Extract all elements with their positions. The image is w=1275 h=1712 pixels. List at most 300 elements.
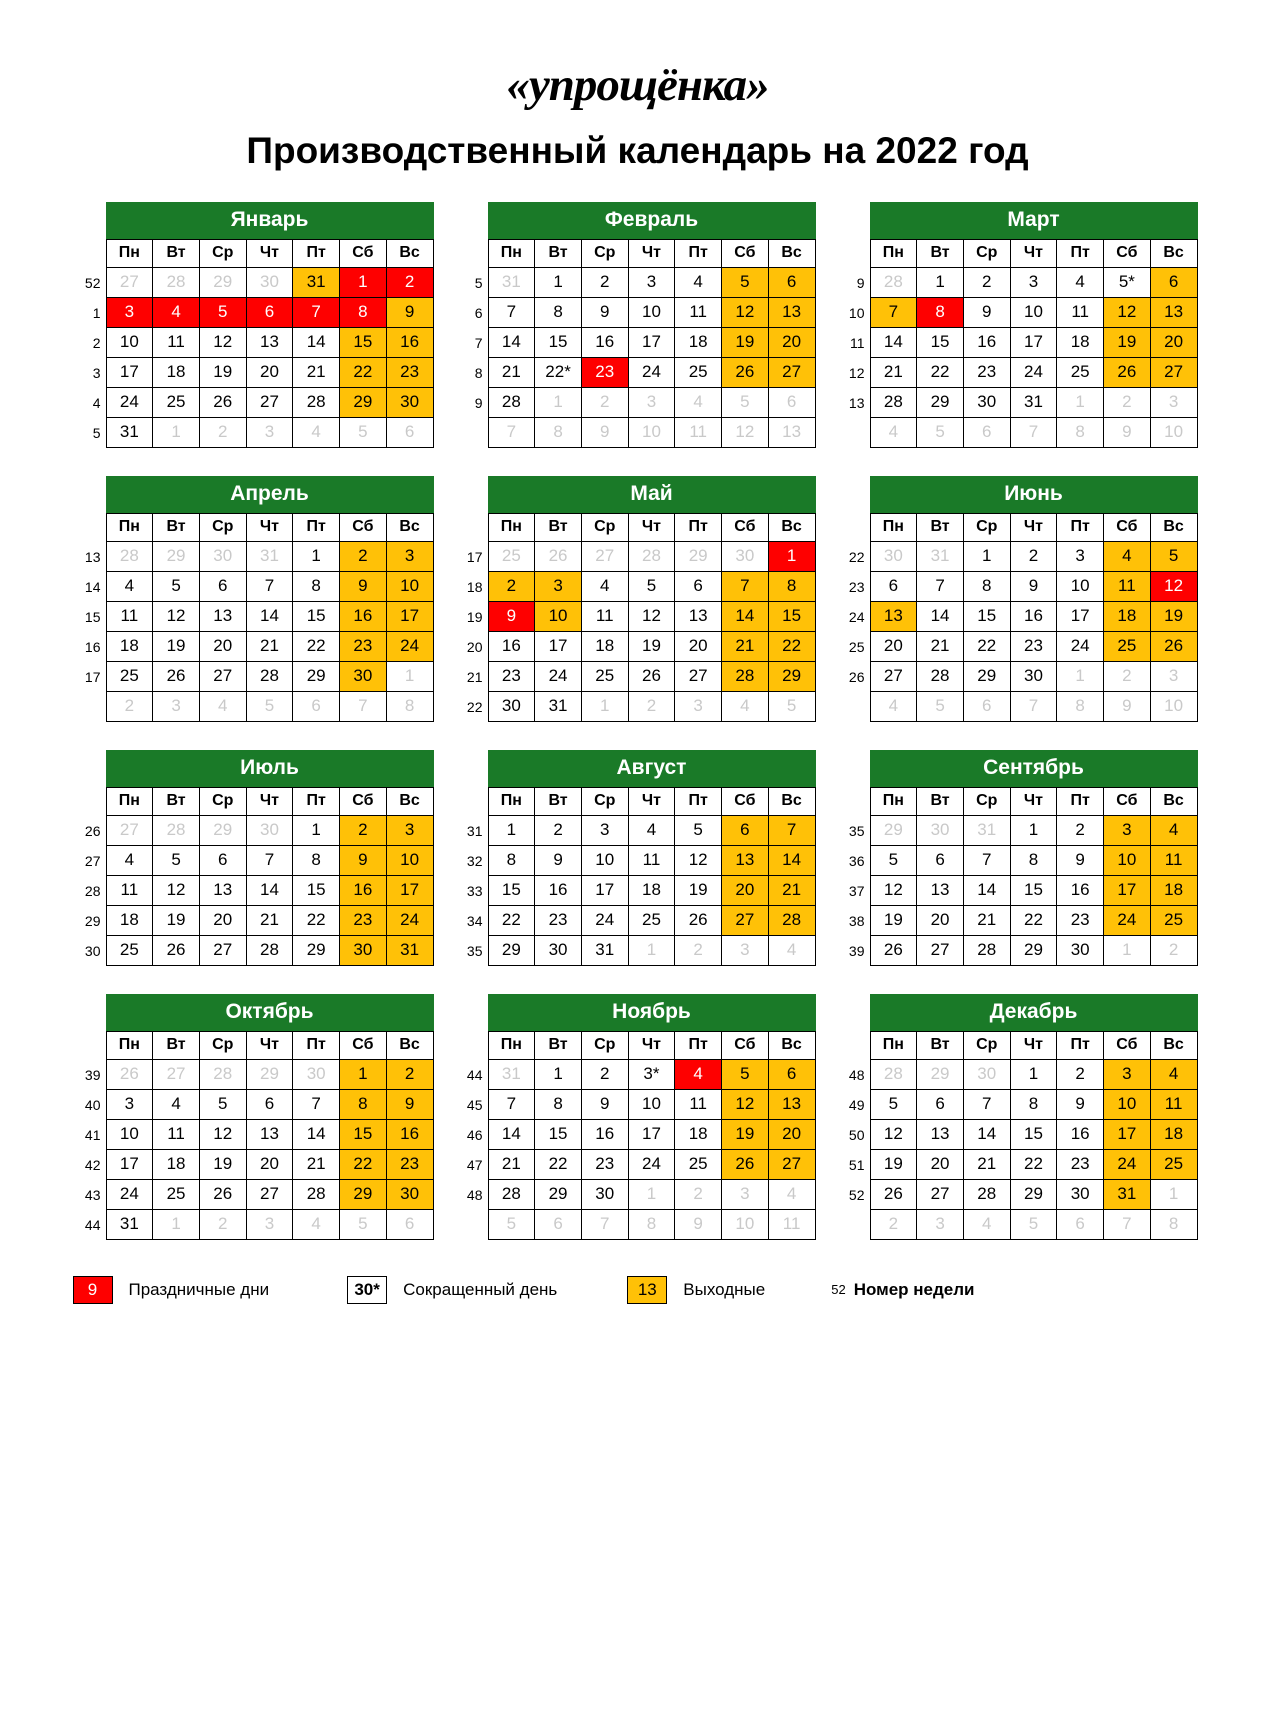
day-cell[interactable]: 4 bbox=[675, 267, 722, 297]
day-cell[interactable]: 4 bbox=[199, 691, 246, 721]
day-cell[interactable]: 30 bbox=[386, 1179, 433, 1209]
day-cell[interactable]: 28 bbox=[106, 541, 153, 571]
day-cell[interactable]: 6 bbox=[675, 571, 722, 601]
day-cell[interactable]: 5 bbox=[675, 815, 722, 845]
day-cell[interactable]: 28 bbox=[153, 815, 200, 845]
day-cell[interactable]: 27 bbox=[106, 267, 153, 297]
day-cell[interactable]: 19 bbox=[870, 1149, 917, 1179]
day-cell[interactable]: 10 bbox=[386, 845, 433, 875]
day-cell[interactable]: 22 bbox=[768, 631, 815, 661]
day-cell[interactable]: 14 bbox=[293, 327, 340, 357]
day-cell[interactable]: 1 bbox=[1104, 935, 1151, 965]
day-cell[interactable]: 24 bbox=[106, 1179, 153, 1209]
day-cell[interactable]: 9 bbox=[340, 571, 387, 601]
day-cell[interactable]: 2 bbox=[963, 267, 1010, 297]
day-cell[interactable]: 9 bbox=[581, 297, 628, 327]
day-cell[interactable]: 29 bbox=[675, 541, 722, 571]
day-cell[interactable]: 20 bbox=[870, 631, 917, 661]
day-cell[interactable]: 23 bbox=[340, 631, 387, 661]
day-cell[interactable]: 11 bbox=[1104, 571, 1151, 601]
day-cell[interactable]: 12 bbox=[722, 297, 769, 327]
day-cell[interactable]: 20 bbox=[199, 631, 246, 661]
day-cell[interactable]: 2 bbox=[1057, 815, 1104, 845]
day-cell[interactable]: 2 bbox=[1150, 935, 1197, 965]
day-cell[interactable]: 3 bbox=[1057, 541, 1104, 571]
day-cell[interactable]: 6 bbox=[768, 1059, 815, 1089]
day-cell[interactable]: 22* bbox=[535, 357, 582, 387]
day-cell[interactable]: 12 bbox=[199, 327, 246, 357]
day-cell[interactable]: 24 bbox=[628, 357, 675, 387]
day-cell[interactable]: 2 bbox=[488, 571, 535, 601]
day-cell[interactable]: 30 bbox=[722, 541, 769, 571]
day-cell[interactable]: 3 bbox=[386, 541, 433, 571]
day-cell[interactable]: 17 bbox=[628, 1119, 675, 1149]
day-cell[interactable]: 21 bbox=[917, 631, 964, 661]
day-cell[interactable]: 2 bbox=[870, 1209, 917, 1239]
day-cell[interactable]: 27 bbox=[722, 905, 769, 935]
day-cell[interactable]: 31 bbox=[246, 541, 293, 571]
day-cell[interactable]: 20 bbox=[246, 1149, 293, 1179]
day-cell[interactable]: 3 bbox=[1150, 661, 1197, 691]
day-cell[interactable]: 2 bbox=[675, 935, 722, 965]
day-cell[interactable]: 6 bbox=[293, 691, 340, 721]
day-cell[interactable]: 6 bbox=[917, 1089, 964, 1119]
day-cell[interactable]: 7 bbox=[722, 571, 769, 601]
day-cell[interactable]: 9 bbox=[963, 297, 1010, 327]
day-cell[interactable]: 13 bbox=[768, 417, 815, 447]
day-cell[interactable]: 15 bbox=[293, 601, 340, 631]
day-cell[interactable]: 9 bbox=[1057, 845, 1104, 875]
day-cell[interactable]: 14 bbox=[722, 601, 769, 631]
day-cell[interactable]: 11 bbox=[1057, 297, 1104, 327]
day-cell[interactable]: 11 bbox=[675, 1089, 722, 1119]
day-cell[interactable]: 28 bbox=[870, 387, 917, 417]
day-cell[interactable]: 2 bbox=[340, 815, 387, 845]
day-cell[interactable]: 1 bbox=[488, 815, 535, 845]
day-cell[interactable]: 4 bbox=[870, 691, 917, 721]
day-cell[interactable]: 28 bbox=[153, 267, 200, 297]
day-cell[interactable]: 4 bbox=[1057, 267, 1104, 297]
day-cell[interactable]: 21 bbox=[488, 1149, 535, 1179]
day-cell[interactable]: 16 bbox=[340, 601, 387, 631]
day-cell[interactable]: 22 bbox=[340, 357, 387, 387]
day-cell[interactable]: 9 bbox=[386, 297, 433, 327]
day-cell[interactable]: 11 bbox=[106, 601, 153, 631]
day-cell[interactable]: 28 bbox=[963, 935, 1010, 965]
day-cell[interactable]: 26 bbox=[535, 541, 582, 571]
day-cell[interactable]: 1 bbox=[153, 1209, 200, 1239]
day-cell[interactable]: 12 bbox=[675, 845, 722, 875]
day-cell[interactable]: 5* bbox=[1104, 267, 1151, 297]
day-cell[interactable]: 16 bbox=[488, 631, 535, 661]
day-cell[interactable]: 25 bbox=[153, 387, 200, 417]
day-cell[interactable]: 18 bbox=[1150, 875, 1197, 905]
day-cell[interactable]: 2 bbox=[1010, 541, 1057, 571]
day-cell[interactable]: 23 bbox=[581, 1149, 628, 1179]
day-cell[interactable]: 27 bbox=[246, 387, 293, 417]
day-cell[interactable]: 17 bbox=[386, 601, 433, 631]
day-cell[interactable]: 12 bbox=[628, 601, 675, 631]
day-cell[interactable]: 8 bbox=[768, 571, 815, 601]
day-cell[interactable]: 19 bbox=[199, 357, 246, 387]
day-cell[interactable]: 26 bbox=[870, 935, 917, 965]
day-cell[interactable]: 17 bbox=[1104, 1119, 1151, 1149]
day-cell[interactable]: 25 bbox=[106, 935, 153, 965]
day-cell[interactable]: 14 bbox=[963, 875, 1010, 905]
day-cell[interactable]: 7 bbox=[963, 1089, 1010, 1119]
day-cell[interactable]: 3 bbox=[675, 691, 722, 721]
day-cell[interactable]: 1 bbox=[1010, 815, 1057, 845]
day-cell[interactable]: 20 bbox=[768, 327, 815, 357]
day-cell[interactable]: 2 bbox=[199, 1209, 246, 1239]
day-cell[interactable]: 19 bbox=[199, 1149, 246, 1179]
day-cell[interactable]: 27 bbox=[917, 1179, 964, 1209]
day-cell[interactable]: 9 bbox=[1104, 691, 1151, 721]
day-cell[interactable]: 5 bbox=[870, 845, 917, 875]
day-cell[interactable]: 28 bbox=[963, 1179, 1010, 1209]
day-cell[interactable]: 1 bbox=[535, 1059, 582, 1089]
day-cell[interactable]: 26 bbox=[199, 387, 246, 417]
day-cell[interactable]: 25 bbox=[675, 1149, 722, 1179]
day-cell[interactable]: 6 bbox=[768, 387, 815, 417]
day-cell[interactable]: 23 bbox=[488, 661, 535, 691]
day-cell[interactable]: 19 bbox=[722, 327, 769, 357]
day-cell[interactable]: 2 bbox=[340, 541, 387, 571]
day-cell[interactable]: 1 bbox=[535, 267, 582, 297]
day-cell[interactable]: 6 bbox=[963, 417, 1010, 447]
day-cell[interactable]: 13 bbox=[768, 1089, 815, 1119]
day-cell[interactable]: 4 bbox=[1150, 815, 1197, 845]
day-cell[interactable]: 6 bbox=[386, 417, 433, 447]
day-cell[interactable]: 9 bbox=[1010, 571, 1057, 601]
day-cell[interactable]: 13 bbox=[722, 845, 769, 875]
day-cell[interactable]: 5 bbox=[768, 691, 815, 721]
day-cell[interactable]: 22 bbox=[535, 1149, 582, 1179]
day-cell[interactable]: 2 bbox=[1057, 1059, 1104, 1089]
day-cell[interactable]: 21 bbox=[293, 357, 340, 387]
day-cell[interactable]: 14 bbox=[963, 1119, 1010, 1149]
day-cell[interactable]: 21 bbox=[293, 1149, 340, 1179]
day-cell[interactable]: 13 bbox=[246, 1119, 293, 1149]
day-cell[interactable]: 22 bbox=[293, 631, 340, 661]
day-cell[interactable]: 9 bbox=[488, 601, 535, 631]
day-cell[interactable]: 7 bbox=[581, 1209, 628, 1239]
day-cell[interactable]: 17 bbox=[1010, 327, 1057, 357]
day-cell[interactable]: 23 bbox=[581, 357, 628, 387]
day-cell[interactable]: 7 bbox=[293, 1089, 340, 1119]
day-cell[interactable]: 4 bbox=[628, 815, 675, 845]
day-cell[interactable]: 9 bbox=[675, 1209, 722, 1239]
day-cell[interactable]: 28 bbox=[488, 387, 535, 417]
day-cell[interactable]: 2 bbox=[535, 815, 582, 845]
day-cell[interactable]: 16 bbox=[535, 875, 582, 905]
day-cell[interactable]: 22 bbox=[340, 1149, 387, 1179]
day-cell[interactable]: 13 bbox=[1150, 297, 1197, 327]
day-cell[interactable]: 1 bbox=[535, 387, 582, 417]
day-cell[interactable]: 4 bbox=[1104, 541, 1151, 571]
day-cell[interactable]: 30 bbox=[293, 1059, 340, 1089]
day-cell[interactable]: 29 bbox=[340, 387, 387, 417]
day-cell[interactable]: 10 bbox=[581, 845, 628, 875]
day-cell[interactable]: 23 bbox=[1010, 631, 1057, 661]
day-cell[interactable]: 2 bbox=[1104, 661, 1151, 691]
day-cell[interactable]: 28 bbox=[722, 661, 769, 691]
day-cell[interactable]: 30 bbox=[340, 661, 387, 691]
day-cell[interactable]: 6 bbox=[199, 571, 246, 601]
day-cell[interactable]: 22 bbox=[963, 631, 1010, 661]
day-cell[interactable]: 8 bbox=[917, 297, 964, 327]
day-cell[interactable]: 5 bbox=[340, 1209, 387, 1239]
day-cell[interactable]: 5 bbox=[870, 1089, 917, 1119]
day-cell[interactable]: 19 bbox=[675, 875, 722, 905]
day-cell[interactable]: 24 bbox=[106, 387, 153, 417]
day-cell[interactable]: 9 bbox=[535, 845, 582, 875]
day-cell[interactable]: 28 bbox=[293, 1179, 340, 1209]
day-cell[interactable]: 29 bbox=[1010, 1179, 1057, 1209]
day-cell[interactable]: 5 bbox=[199, 1089, 246, 1119]
day-cell[interactable]: 3 bbox=[1104, 815, 1151, 845]
day-cell[interactable]: 8 bbox=[340, 297, 387, 327]
day-cell[interactable]: 28 bbox=[488, 1179, 535, 1209]
day-cell[interactable]: 25 bbox=[581, 661, 628, 691]
day-cell[interactable]: 6 bbox=[722, 815, 769, 845]
day-cell[interactable]: 24 bbox=[1104, 905, 1151, 935]
day-cell[interactable]: 17 bbox=[628, 327, 675, 357]
day-cell[interactable]: 21 bbox=[246, 631, 293, 661]
day-cell[interactable]: 27 bbox=[1150, 357, 1197, 387]
day-cell[interactable]: 6 bbox=[917, 845, 964, 875]
day-cell[interactable]: 2 bbox=[628, 691, 675, 721]
day-cell[interactable]: 4 bbox=[870, 417, 917, 447]
day-cell[interactable]: 29 bbox=[963, 661, 1010, 691]
day-cell[interactable]: 4 bbox=[106, 845, 153, 875]
day-cell[interactable]: 19 bbox=[722, 1119, 769, 1149]
day-cell[interactable]: 11 bbox=[106, 875, 153, 905]
day-cell[interactable]: 26 bbox=[722, 357, 769, 387]
day-cell[interactable]: 30 bbox=[488, 691, 535, 721]
day-cell[interactable]: 26 bbox=[1150, 631, 1197, 661]
day-cell[interactable]: 25 bbox=[1150, 905, 1197, 935]
day-cell[interactable]: 5 bbox=[628, 571, 675, 601]
day-cell[interactable]: 31 bbox=[917, 541, 964, 571]
day-cell[interactable]: 5 bbox=[153, 845, 200, 875]
day-cell[interactable]: 5 bbox=[246, 691, 293, 721]
day-cell[interactable]: 7 bbox=[488, 297, 535, 327]
day-cell[interactable]: 31 bbox=[106, 1209, 153, 1239]
day-cell[interactable]: 22 bbox=[1010, 1149, 1057, 1179]
day-cell[interactable]: 29 bbox=[293, 935, 340, 965]
day-cell[interactable]: 20 bbox=[768, 1119, 815, 1149]
day-cell[interactable]: 20 bbox=[917, 1149, 964, 1179]
day-cell[interactable]: 2 bbox=[1104, 387, 1151, 417]
day-cell[interactable]: 6 bbox=[199, 845, 246, 875]
day-cell[interactable]: 28 bbox=[199, 1059, 246, 1089]
day-cell[interactable]: 6 bbox=[246, 297, 293, 327]
day-cell[interactable]: 11 bbox=[1150, 1089, 1197, 1119]
day-cell[interactable]: 6 bbox=[870, 571, 917, 601]
day-cell[interactable]: 5 bbox=[722, 267, 769, 297]
day-cell[interactable]: 3 bbox=[1150, 387, 1197, 417]
day-cell[interactable]: 11 bbox=[581, 601, 628, 631]
day-cell[interactable]: 10 bbox=[628, 1089, 675, 1119]
day-cell[interactable]: 11 bbox=[153, 1119, 200, 1149]
day-cell[interactable]: 11 bbox=[768, 1209, 815, 1239]
day-cell[interactable]: 1 bbox=[628, 1179, 675, 1209]
day-cell[interactable]: 1 bbox=[293, 541, 340, 571]
day-cell[interactable]: 4 bbox=[722, 691, 769, 721]
day-cell[interactable]: 30 bbox=[1057, 1179, 1104, 1209]
day-cell[interactable]: 17 bbox=[581, 875, 628, 905]
day-cell[interactable]: 18 bbox=[1150, 1119, 1197, 1149]
day-cell[interactable]: 8 bbox=[535, 417, 582, 447]
day-cell[interactable]: 15 bbox=[963, 601, 1010, 631]
day-cell[interactable]: 27 bbox=[917, 935, 964, 965]
day-cell[interactable]: 30 bbox=[1057, 935, 1104, 965]
day-cell[interactable]: 2 bbox=[581, 387, 628, 417]
day-cell[interactable]: 4 bbox=[1150, 1059, 1197, 1089]
day-cell[interactable]: 22 bbox=[293, 905, 340, 935]
day-cell[interactable]: 27 bbox=[106, 815, 153, 845]
day-cell[interactable]: 16 bbox=[386, 327, 433, 357]
day-cell[interactable]: 9 bbox=[340, 845, 387, 875]
day-cell[interactable]: 3 bbox=[628, 267, 675, 297]
day-cell[interactable]: 26 bbox=[628, 661, 675, 691]
day-cell[interactable]: 27 bbox=[768, 357, 815, 387]
day-cell[interactable]: 27 bbox=[246, 1179, 293, 1209]
day-cell[interactable]: 3 bbox=[386, 815, 433, 845]
day-cell[interactable]: 5 bbox=[199, 297, 246, 327]
day-cell[interactable]: 14 bbox=[488, 1119, 535, 1149]
day-cell[interactable]: 4 bbox=[153, 1089, 200, 1119]
day-cell[interactable]: 17 bbox=[535, 631, 582, 661]
day-cell[interactable]: 2 bbox=[106, 691, 153, 721]
day-cell[interactable]: 26 bbox=[153, 935, 200, 965]
day-cell[interactable]: 4 bbox=[106, 571, 153, 601]
day-cell[interactable]: 28 bbox=[870, 267, 917, 297]
day-cell[interactable]: 8 bbox=[293, 571, 340, 601]
day-cell[interactable]: 16 bbox=[1057, 875, 1104, 905]
day-cell[interactable]: 4 bbox=[963, 1209, 1010, 1239]
day-cell[interactable]: 10 bbox=[535, 601, 582, 631]
day-cell[interactable]: 22 bbox=[1010, 905, 1057, 935]
day-cell[interactable]: 29 bbox=[535, 1179, 582, 1209]
day-cell[interactable]: 30 bbox=[535, 935, 582, 965]
day-cell[interactable]: 22 bbox=[488, 905, 535, 935]
day-cell[interactable]: 3 bbox=[153, 691, 200, 721]
day-cell[interactable]: 30 bbox=[963, 387, 1010, 417]
day-cell[interactable]: 15 bbox=[293, 875, 340, 905]
day-cell[interactable]: 12 bbox=[199, 1119, 246, 1149]
day-cell[interactable]: 18 bbox=[153, 1149, 200, 1179]
day-cell[interactable]: 9 bbox=[1057, 1089, 1104, 1119]
day-cell[interactable]: 14 bbox=[293, 1119, 340, 1149]
day-cell[interactable]: 8 bbox=[1150, 1209, 1197, 1239]
day-cell[interactable]: 3 bbox=[628, 387, 675, 417]
day-cell[interactable]: 29 bbox=[153, 541, 200, 571]
day-cell[interactable]: 2 bbox=[386, 267, 433, 297]
day-cell[interactable]: 8 bbox=[535, 297, 582, 327]
day-cell[interactable]: 7 bbox=[246, 571, 293, 601]
day-cell[interactable]: 3 bbox=[1104, 1059, 1151, 1089]
day-cell[interactable]: 10 bbox=[1057, 571, 1104, 601]
day-cell[interactable]: 27 bbox=[199, 661, 246, 691]
day-cell[interactable]: 15 bbox=[340, 1119, 387, 1149]
day-cell[interactable]: 13 bbox=[675, 601, 722, 631]
day-cell[interactable]: 6 bbox=[386, 1209, 433, 1239]
day-cell[interactable]: 17 bbox=[106, 357, 153, 387]
day-cell[interactable]: 2 bbox=[581, 267, 628, 297]
day-cell[interactable]: 16 bbox=[963, 327, 1010, 357]
day-cell[interactable]: 16 bbox=[386, 1119, 433, 1149]
day-cell[interactable]: 9 bbox=[1104, 417, 1151, 447]
day-cell[interactable]: 6 bbox=[963, 691, 1010, 721]
day-cell[interactable]: 2 bbox=[675, 1179, 722, 1209]
day-cell[interactable]: 1 bbox=[340, 267, 387, 297]
day-cell[interactable]: 10 bbox=[1150, 691, 1197, 721]
day-cell[interactable]: 26 bbox=[675, 905, 722, 935]
day-cell[interactable]: 29 bbox=[870, 815, 917, 845]
day-cell[interactable]: 15 bbox=[535, 1119, 582, 1149]
day-cell[interactable]: 8 bbox=[628, 1209, 675, 1239]
day-cell[interactable]: 10 bbox=[106, 327, 153, 357]
day-cell[interactable]: 10 bbox=[628, 297, 675, 327]
day-cell[interactable]: 12 bbox=[153, 601, 200, 631]
day-cell[interactable]: 8 bbox=[963, 571, 1010, 601]
day-cell[interactable]: 21 bbox=[722, 631, 769, 661]
day-cell[interactable]: 31 bbox=[293, 267, 340, 297]
day-cell[interactable]: 24 bbox=[386, 905, 433, 935]
day-cell[interactable]: 10 bbox=[106, 1119, 153, 1149]
day-cell[interactable]: 27 bbox=[675, 661, 722, 691]
day-cell[interactable]: 14 bbox=[917, 601, 964, 631]
day-cell[interactable]: 6 bbox=[246, 1089, 293, 1119]
day-cell[interactable]: 24 bbox=[1010, 357, 1057, 387]
day-cell[interactable]: 19 bbox=[628, 631, 675, 661]
day-cell[interactable]: 12 bbox=[153, 875, 200, 905]
day-cell[interactable]: 18 bbox=[675, 327, 722, 357]
day-cell[interactable]: 29 bbox=[199, 815, 246, 845]
day-cell[interactable]: 10 bbox=[1010, 297, 1057, 327]
day-cell[interactable]: 25 bbox=[1104, 631, 1151, 661]
day-cell[interactable]: 30 bbox=[246, 815, 293, 845]
day-cell[interactable]: 8 bbox=[488, 845, 535, 875]
day-cell[interactable]: 30 bbox=[386, 387, 433, 417]
day-cell[interactable]: 12 bbox=[1104, 297, 1151, 327]
day-cell[interactable]: 4 bbox=[293, 417, 340, 447]
day-cell[interactable]: 3 bbox=[106, 1089, 153, 1119]
day-cell[interactable]: 7 bbox=[488, 1089, 535, 1119]
day-cell[interactable]: 21 bbox=[768, 875, 815, 905]
day-cell[interactable]: 28 bbox=[293, 387, 340, 417]
day-cell[interactable]: 31 bbox=[535, 691, 582, 721]
day-cell[interactable]: 19 bbox=[870, 905, 917, 935]
day-cell[interactable]: 3 bbox=[246, 1209, 293, 1239]
day-cell[interactable]: 27 bbox=[870, 661, 917, 691]
day-cell[interactable]: 5 bbox=[722, 387, 769, 417]
day-cell[interactable]: 23 bbox=[1057, 1149, 1104, 1179]
day-cell[interactable]: 7 bbox=[293, 297, 340, 327]
day-cell[interactable]: 22 bbox=[917, 357, 964, 387]
day-cell[interactable]: 17 bbox=[1104, 875, 1151, 905]
day-cell[interactable]: 18 bbox=[1057, 327, 1104, 357]
day-cell[interactable]: 30 bbox=[246, 267, 293, 297]
day-cell[interactable]: 29 bbox=[1010, 935, 1057, 965]
day-cell[interactable]: 5 bbox=[488, 1209, 535, 1239]
day-cell[interactable]: 13 bbox=[199, 875, 246, 905]
day-cell[interactable]: 23 bbox=[340, 905, 387, 935]
day-cell[interactable]: 21 bbox=[963, 1149, 1010, 1179]
day-cell[interactable]: 4 bbox=[581, 571, 628, 601]
